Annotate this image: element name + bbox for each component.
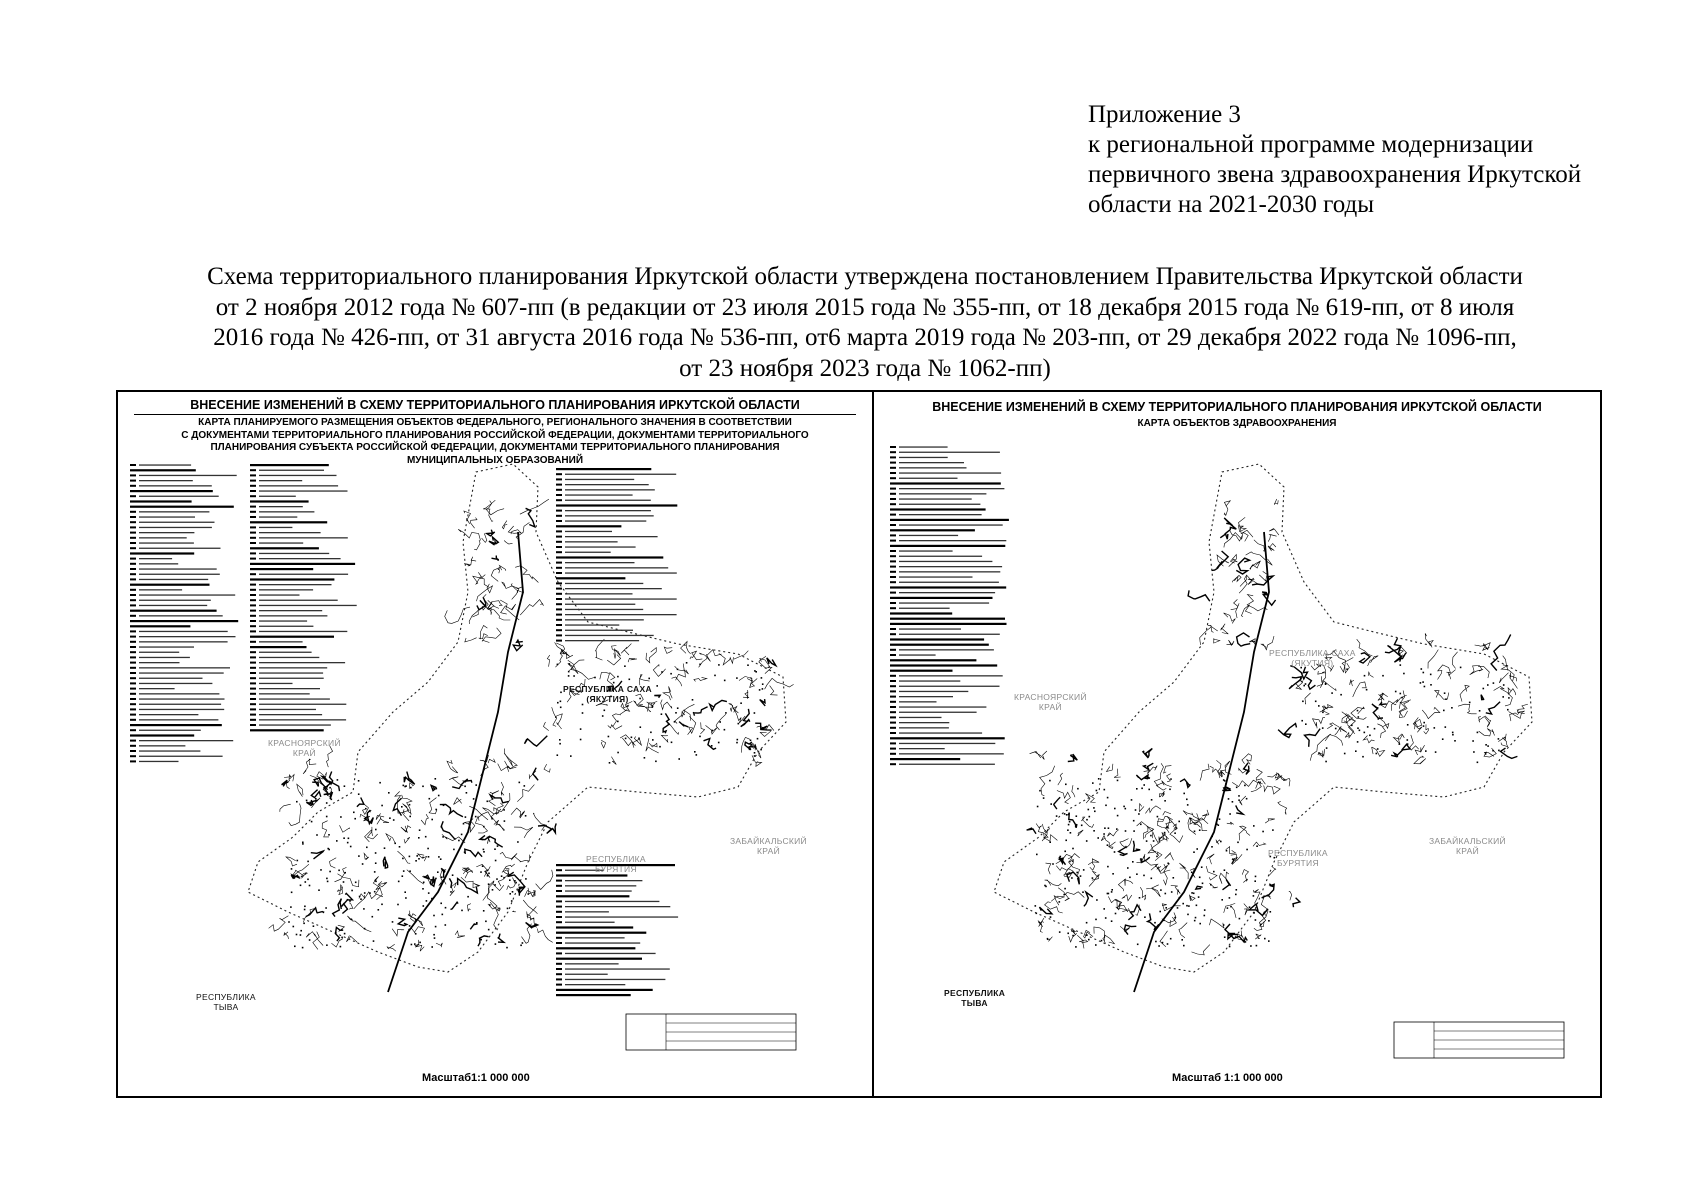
region-label-tyva: РЕСПУБЛИКА ТЫВА xyxy=(944,988,1006,1008)
region-label-tyva: РЕСПУБЛИКА ТЫВА xyxy=(196,992,256,1012)
caption-line: от 2 ноября 2012 года № 607-пп (в редакции от 23 июля 2015 года № 355-пп, от 18 декабря 2015 года № 619-пп, от 8 июля xyxy=(215,293,1515,321)
title-block-stamp xyxy=(1394,1022,1564,1058)
appendix-line: к региональной программе модернизации xyxy=(1088,131,1534,158)
map-subtitle-line: МУНИЦИПАЛЬНЫХ ОБРАЗОВАНИЙ xyxy=(406,454,584,466)
region-label-zabaikalsky: ЗАБАЙКАЛЬСКИЙ КРАЙ xyxy=(730,836,807,856)
title-block-stamp xyxy=(626,1014,796,1050)
settlement-points xyxy=(1300,664,1509,763)
appendix-line: Приложение 3 xyxy=(1088,101,1241,128)
map-subtitle xyxy=(158,417,832,467)
north-river-network xyxy=(1188,499,1279,650)
planning-map-sheet xyxy=(116,390,874,1098)
caption-line: Схема территориального планирования Иркутской области утверждена постановлением Правительства Иркутской области xyxy=(207,263,1523,290)
region-label-zabaikalsky: ЗАБАЙКАЛЬСКИЙ КРАЙ xyxy=(1429,836,1506,856)
region-label-yakutia: РЕСПУБЛИКА САХА (ЯКУТИЯ) xyxy=(563,684,652,704)
healthcare-map-sheet xyxy=(872,390,1602,1098)
road-network xyxy=(1027,749,1300,955)
region-boundary xyxy=(248,464,786,972)
map-subtitle-line: ПЛАНИРОВАНИЯ СУБЪЕКТА РОССИЙСКОЙ ФЕДЕРАЦИИ, ДОКУМЕНТАМИ ТЕРРИТОРИАЛЬНОГО ПЛАНИРОВАНИЯ xyxy=(210,442,780,453)
map-title: ВНЕСЕНИЕ ИЗМЕНЕНИЙ В СХЕМУ ТЕРРИТОРИАЛЬНОГО ПЛАНИРОВАНИЯ ИРКУТСКОЙ ОБЛАСТИ xyxy=(190,398,800,412)
appendix-line: области на 2021-2030 годы xyxy=(1088,191,1375,218)
region-label-krasnoyarsk: КРАСНОЯРСКИЙ КРАЙ xyxy=(1014,692,1087,712)
caption-line: от 23 ноября 2023 года № 1062-пп) xyxy=(679,354,1051,382)
region-label-buryatia: РЕСПУБЛИКА БУРЯТИЯ xyxy=(1268,848,1328,868)
region-label-buryatia: РЕСПУБЛИКА БУРЯТИЯ xyxy=(586,854,646,874)
title-rule xyxy=(134,414,856,415)
region-label-krasnoyarsk: КРАСНОЯРСКИЙ КРАЙ xyxy=(268,738,341,758)
map-subtitle-line: КАРТА ПЛАНИРУЕМОГО РАЗМЕЩЕНИЯ ОБЪЕКТОВ ФЕДЕРАЛЬНОГО, РЕГИОНАЛЬНОГО ЗНАЧЕНИЯ В СООТВЕТСТВИИ xyxy=(198,417,792,428)
legend-column-1 xyxy=(130,464,238,762)
legend-column-3 xyxy=(556,468,677,642)
map-subtitle-line: С ДОКУМЕНТАМИ ТЕРРИТОРИАЛЬНОГО ПЛАНИРОВАНИЯ РОССИЙСКОЙ ФЕДЕРАЦИИ, ДОКУМЕНТАМИ ТЕРРИТОРИАЛЬНОГО xyxy=(181,429,809,441)
caption xyxy=(60,262,1670,384)
road-network xyxy=(269,746,557,951)
appendix-header xyxy=(1088,100,1581,220)
caption-line: 2016 года № 426-пп, от 31 августа 2016 года № 536-пп, от6 марта 2019 года № 203-пп, от 29 декабря 2022 года № 1096-пп, xyxy=(213,324,1517,351)
region-boundary xyxy=(994,464,1532,972)
legend-column-4 xyxy=(556,864,678,996)
map-title: ВНЕСЕНИЕ ИЗМЕНЕНИЙ В СХЕМУ ТЕРРИТОРИАЛЬНОГО ПЛАНИРОВАНИЯ ИРКУТСКОЙ ОБЛАСТИ xyxy=(932,400,1542,414)
legend-column xyxy=(890,446,1009,765)
map-subtitle: КАРТА ОБЪЕКТОВ ЗДРАВООХРАНЕНИЯ xyxy=(1137,418,1337,429)
map-scale: Масштаб1:1 000 000 xyxy=(422,1072,530,1084)
map-scale: Масштаб 1:1 000 000 xyxy=(1172,1072,1283,1084)
region-label-yakutia: РЕСПУБЛИКА САХА (ЯКУТИЯ) xyxy=(1269,648,1356,668)
settlement-points xyxy=(1035,778,1276,948)
legend-column-2 xyxy=(250,464,357,731)
main-river-line xyxy=(388,532,523,992)
appendix-line: первичного звена здравоохранения Иркутской xyxy=(1088,161,1582,188)
